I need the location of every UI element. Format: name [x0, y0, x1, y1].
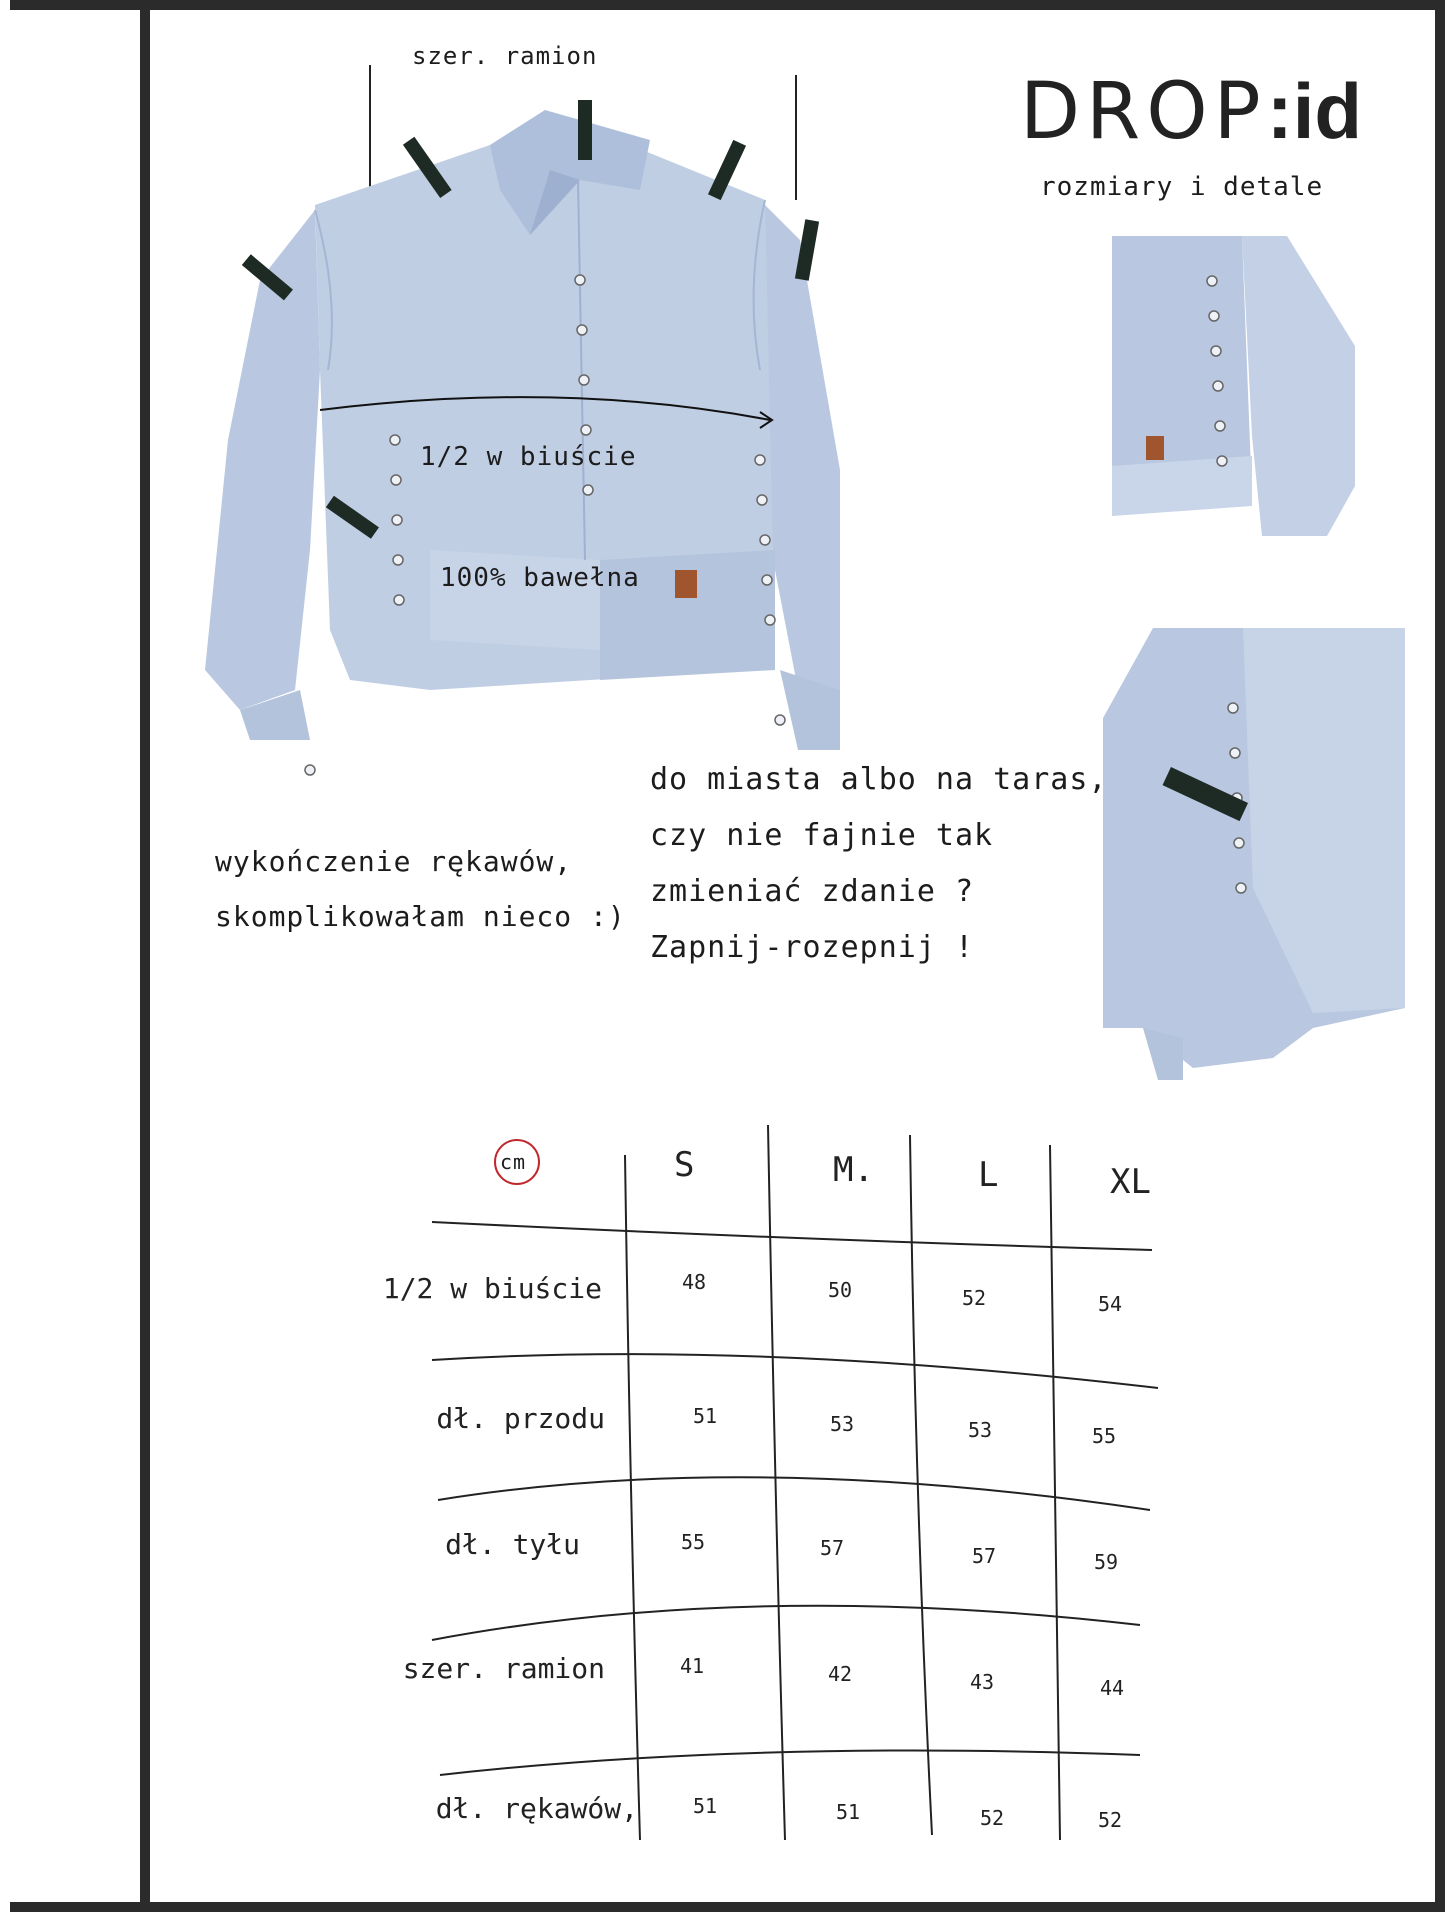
cell-sleeve-xl: 52 [1097, 1808, 1123, 1832]
cell-back-m: 57 [819, 1536, 845, 1560]
cell-sleeve-m: 51 [835, 1800, 861, 1824]
cell-bust-s: 48 [681, 1270, 707, 1294]
logo-text-right: id [1292, 67, 1363, 155]
cell-shoulder-s: 41 [679, 1654, 705, 1678]
cell-shoulder-l: 43 [969, 1670, 995, 1694]
material-annotation: 100% bawełna [440, 563, 640, 593]
cell-shoulder-xl: 44 [1099, 1676, 1125, 1700]
shoulder-width-label: szer. ramion [412, 42, 598, 70]
row-label-front-length: dł. przodu [436, 1402, 605, 1435]
row-label-sleeve-length: dł. rękawów, [435, 1792, 638, 1825]
cell-front-l: 53 [967, 1418, 993, 1442]
cell-sleeve-s: 51 [692, 1794, 718, 1818]
logo-text-left: DROP [1020, 67, 1267, 157]
cell-bust-m: 50 [827, 1278, 853, 1302]
sleeve-note-line2: skomplikowałam nieco :) [215, 900, 626, 933]
tagline-line3: zmieniać zdanie ? [650, 874, 975, 909]
cell-back-l: 57 [971, 1544, 997, 1568]
cell-bust-xl: 54 [1097, 1292, 1123, 1316]
tagline-line4: Zapnij-rozepnij ! [650, 930, 975, 965]
row-label-back-length: dł. tyłu [445, 1528, 580, 1561]
cell-back-xl: 59 [1093, 1550, 1119, 1574]
size-header-xl: XL [1110, 1162, 1151, 1202]
half-bust-annotation: 1/2 w biuście [420, 442, 637, 472]
size-header-l: L [978, 1155, 999, 1195]
tagline-line1: do miasta albo na taras, [650, 762, 1108, 797]
cell-front-s: 51 [692, 1404, 718, 1428]
cell-bust-l: 52 [961, 1286, 987, 1310]
cell-front-m: 53 [829, 1412, 855, 1436]
brand-subtitle: rozmiary i detale [1040, 172, 1324, 202]
tagline-line2: czy nie fajnie tak [650, 818, 994, 853]
cell-sleeve-l: 52 [979, 1806, 1005, 1830]
unit-label: cm [500, 1150, 527, 1174]
size-header-m: M. [833, 1150, 874, 1190]
cell-back-s: 55 [680, 1530, 706, 1554]
row-label-shoulder-width: szer. ramion [402, 1652, 605, 1685]
cell-shoulder-m: 42 [827, 1662, 853, 1686]
logo-separator: : [1266, 67, 1293, 155]
cell-front-xl: 55 [1091, 1424, 1117, 1448]
sleeve-note-line1: wykończenie rękawów, [215, 845, 573, 878]
size-header-s: S [674, 1145, 695, 1185]
row-label-half-bust: 1/2 w biuście [382, 1272, 602, 1305]
